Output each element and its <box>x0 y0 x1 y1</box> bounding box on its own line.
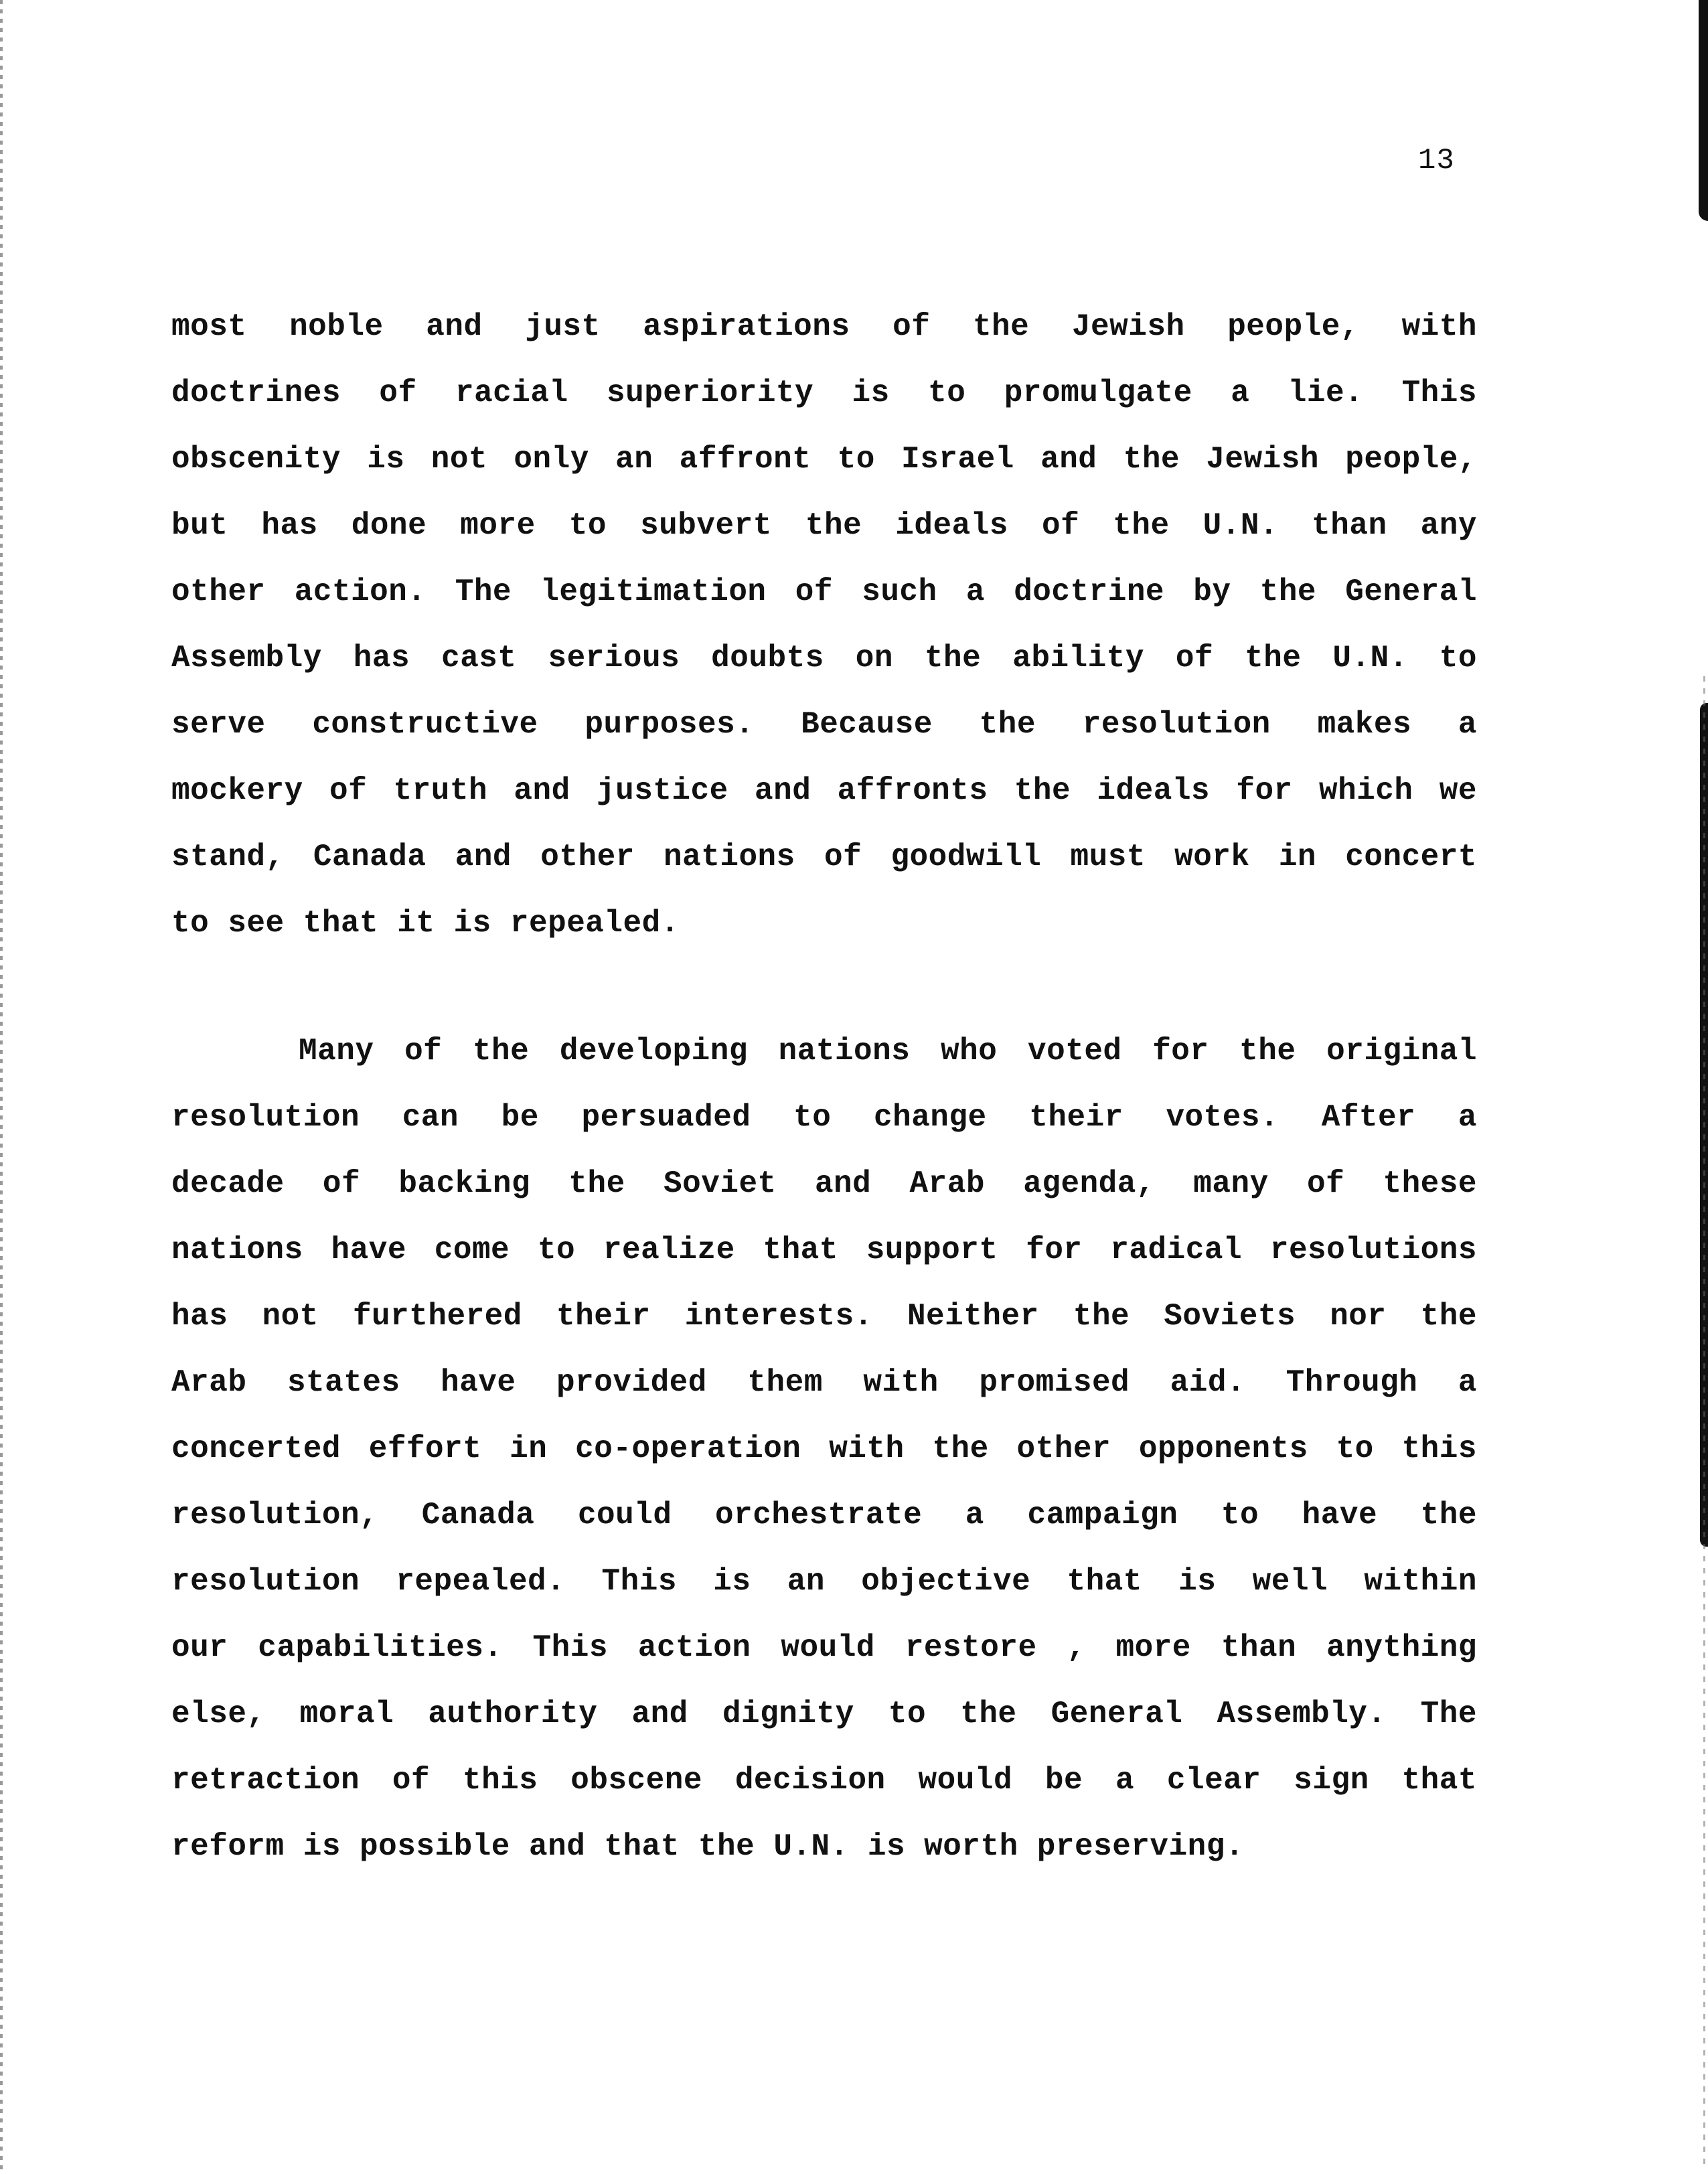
text-line: resolution repealed. This is an objective that is well within <box>171 1564 1477 1599</box>
text-line: doctrines of racial superiority is to promulgate a lie. This <box>171 376 1477 410</box>
text-line: serve constructive purposes. Because the resolution makes a <box>171 707 1477 742</box>
text-line: most noble and just aspirations of the Jewish people, with <box>171 309 1477 344</box>
binder-edge-right-thin <box>1703 676 1705 2169</box>
text-line: nations have come to realize that support for radical resolutions <box>171 1233 1477 1267</box>
text-line: resolution, Canada could orchestrate a campaign to have the <box>171 1498 1477 1533</box>
paragraph-1 <box>171 307 1477 969</box>
text-line: resolution can be persuaded to change their votes. After a <box>171 1100 1477 1135</box>
paragraph-2 <box>171 1031 1477 1893</box>
text-line: stand, Canada and other nations of goodwill must work in concert <box>171 840 1477 874</box>
text-line: Many of the developing nations who voted for the original <box>299 1034 1477 1069</box>
text-line: Arab states have provided them with promised aid. Through a <box>171 1365 1477 1400</box>
text-line: to see that it is repealed. <box>171 906 680 941</box>
text-line: concerted effort in co-operation with the other opponents to this <box>171 1431 1477 1466</box>
text-line: reform is possible and that the U.N. is worth preserving. <box>171 1829 1244 1864</box>
text-line: has not furthered their interests. Neither the Soviets nor the <box>171 1299 1477 1334</box>
text-line: retraction of this obscene decision would be a clear sign that <box>171 1763 1477 1798</box>
binder-edge-right-top <box>1699 0 1708 221</box>
text-line: obscenity is not only an affront to Israel and the Jewish people, <box>171 442 1477 477</box>
text-line: Assembly has cast serious doubts on the ability of the U.N. to <box>171 641 1477 676</box>
binder-edge-left <box>0 0 3 2174</box>
text-line: else, moral authority and dignity to the General Assembly. The <box>171 1697 1477 1731</box>
text-line: our capabilities. This action would restore , more than anything <box>171 1630 1477 1665</box>
page-number: 13 <box>1418 144 1455 177</box>
text-line: but has done more to subvert the ideals of the U.N. than any <box>171 508 1477 543</box>
text-line: decade of backing the Soviet and Arab agenda, many of these <box>171 1166 1477 1201</box>
text-line: mockery of truth and justice and affronts the ideals for which we <box>171 773 1477 808</box>
text-line: other action. The legitimation of such a doctrine by the General <box>171 574 1477 609</box>
